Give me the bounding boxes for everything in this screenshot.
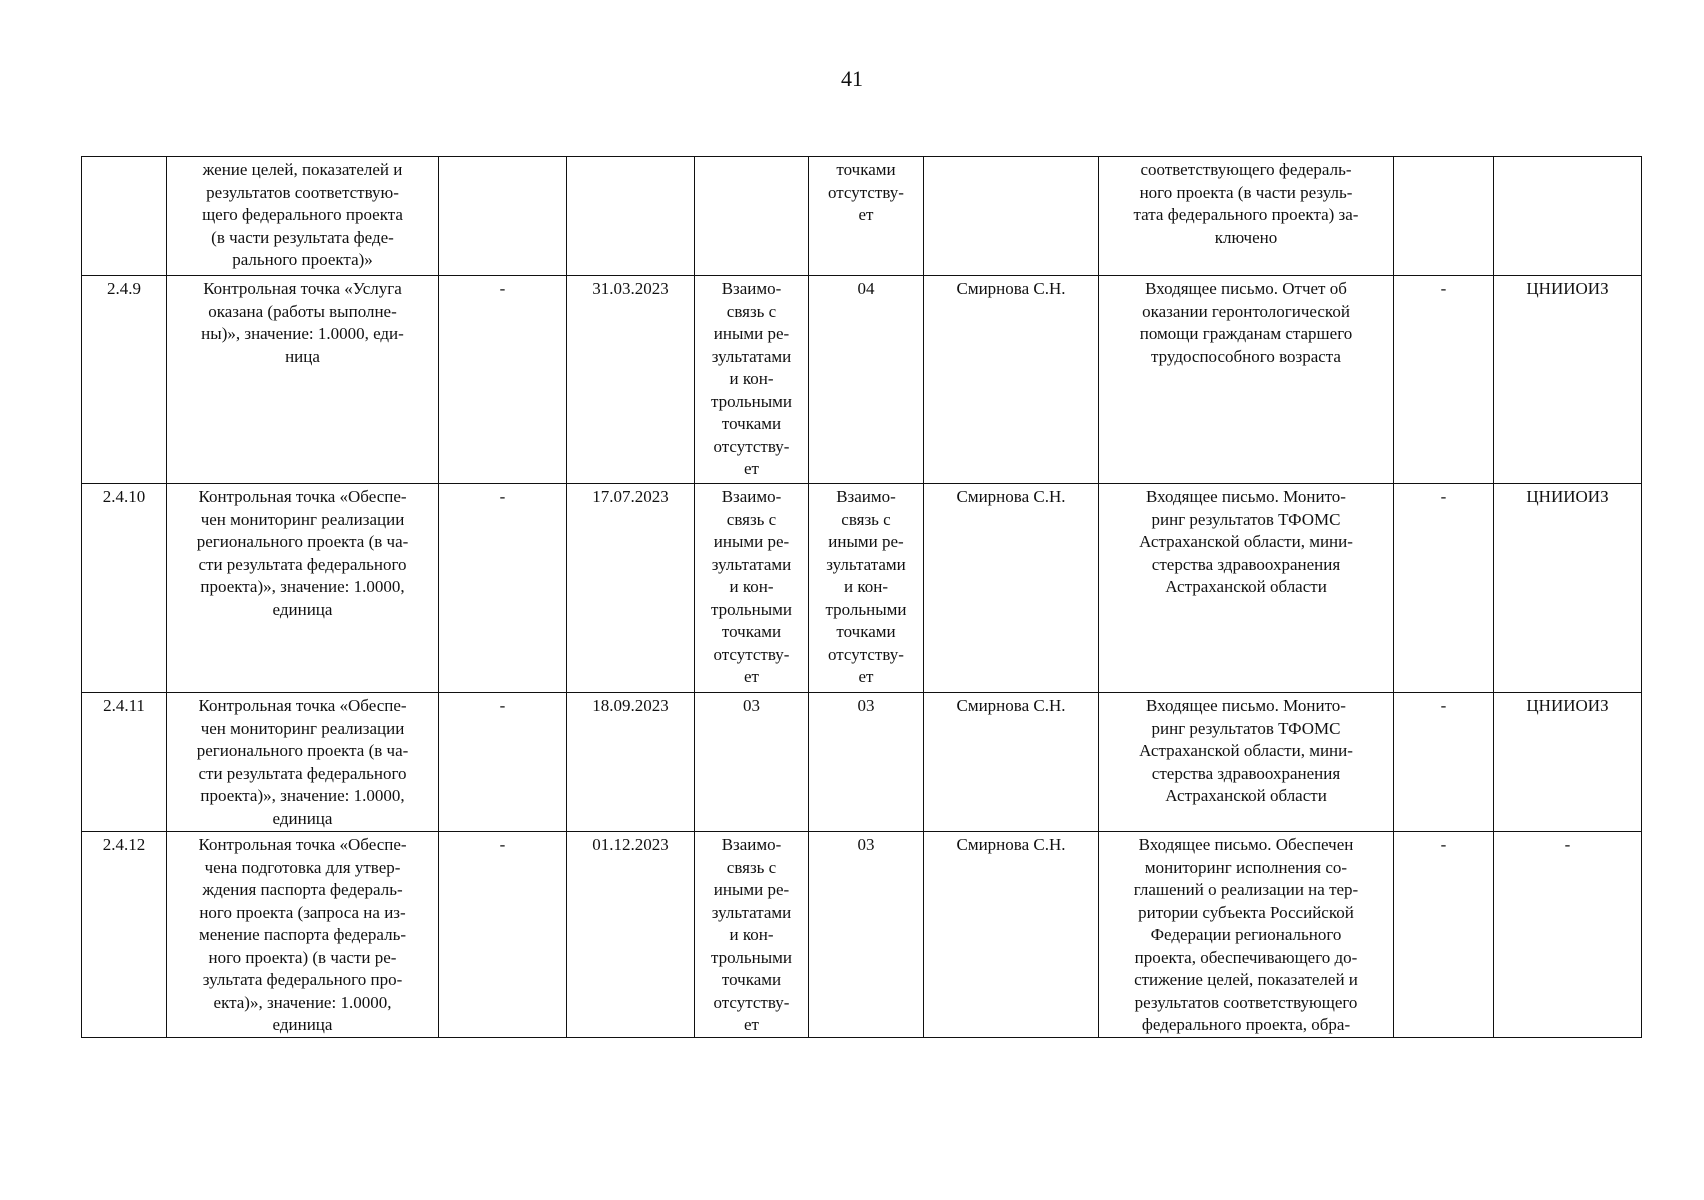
cell-text-line: проекта)», значение: 1.0000, xyxy=(200,786,405,805)
relation-previous-cell xyxy=(695,693,809,832)
deadline-date-cell: 31.03.2023 xyxy=(567,276,695,484)
organization-cell: ЦНИИОИЗ xyxy=(1494,276,1642,484)
predecessor-cell: - xyxy=(439,276,567,484)
item-number-cell: 2.4.11 xyxy=(82,693,167,832)
cell-text-line: мониторинг исполнения со- xyxy=(1144,857,1348,877)
cell-text-line: Астраханской области xyxy=(1165,786,1327,805)
cell-text-line: стерства здравоохранения xyxy=(1151,763,1341,783)
cell-text-line: чен мониторинг реализации xyxy=(200,718,405,738)
info-system-cell: - xyxy=(1394,832,1494,1038)
deadline-date-cell xyxy=(567,157,695,276)
cell-text-line: оказана (работы выполне- xyxy=(208,301,397,321)
cell-text-line: иными ре- xyxy=(828,532,904,551)
cell-text-line: стерства здравоохранения xyxy=(1151,554,1341,574)
cell-text-line: менение паспорта федераль- xyxy=(198,925,407,944)
cell-text-line: (в части результата феде- xyxy=(211,227,394,247)
cell-text-line: регионального проекта (в ча- xyxy=(196,532,409,551)
cell-text-line: ны)», значение: 1.0000, еди- xyxy=(201,324,404,343)
relation-previous-cell xyxy=(695,832,809,1038)
page-number: 41 xyxy=(841,66,863,91)
cell-text-line: регионального проекта (в ча- xyxy=(196,741,409,760)
cell-text-line: глашений о реализации на тер- xyxy=(1133,880,1359,899)
relation-next-cell xyxy=(809,276,924,484)
table-row xyxy=(82,832,1642,1038)
deadline-date-cell: 01.12.2023 xyxy=(567,832,695,1038)
cell-text-line: Астраханской области, мини- xyxy=(1139,741,1353,760)
cell-text-line: Контрольная точка «Обеспе- xyxy=(198,696,407,715)
relation-next-cell xyxy=(809,157,924,276)
cell-text-line: проекта, обеспечивающего до- xyxy=(1134,947,1358,967)
item-number-cell: 2.4.9 xyxy=(82,276,167,484)
cell-text-line: точками xyxy=(836,160,896,179)
predecessor-cell xyxy=(439,157,567,276)
cell-text-line: помощи гражданам старшего xyxy=(1139,324,1353,343)
cell-text-line: ного проекта (запроса на из- xyxy=(199,902,406,922)
cell-text-line: Контрольная точка «Обеспе- xyxy=(198,487,407,506)
cell-text-line: зультатами xyxy=(711,902,792,922)
table-row xyxy=(82,484,1642,693)
cell-text-line: ключено xyxy=(1214,227,1278,247)
cell-text-line: екта)», значение: 1.0000, xyxy=(213,992,392,1012)
predecessor-cell: - xyxy=(439,484,567,693)
document-result-cell xyxy=(1099,832,1394,1038)
cell-text-line: сти результата федерального xyxy=(198,554,407,574)
cell-text-line: и кон- xyxy=(729,369,774,388)
cell-text-line: ждения паспорта федераль- xyxy=(202,880,403,899)
control-points-table xyxy=(81,156,1642,1038)
cell-text-line: трольными xyxy=(710,391,793,411)
cell-text-line: иными ре- xyxy=(713,880,790,899)
organization-cell: ЦНИИОИЗ xyxy=(1494,484,1642,693)
cell-text-line: зультатами xyxy=(711,554,792,574)
cell-text-line: трольными xyxy=(825,599,907,619)
cell-text-line: ного проекта (в части резуль- xyxy=(1139,182,1353,202)
cell-text-line: трольными xyxy=(710,947,793,967)
deadline-date-cell: 17.07.2023 xyxy=(567,484,695,693)
cell-text-line: связь с xyxy=(726,509,777,529)
cell-text-line: 03 xyxy=(857,696,875,715)
cell-text-line: ница xyxy=(285,346,320,366)
item-number-cell xyxy=(82,157,167,276)
cell-text-line: Взаимо- xyxy=(721,487,782,506)
cell-text-line: ритории субъекта Российской xyxy=(1138,902,1354,922)
cell-text-line: точками xyxy=(836,622,896,641)
cell-text-line: Входящее письмо. Обеспечен xyxy=(1138,835,1354,854)
cell-text-line: Входящее письмо. Монито- xyxy=(1146,696,1346,715)
document-result-cell xyxy=(1099,693,1394,832)
responsible-person-cell: Смирнова С.Н. xyxy=(924,484,1099,693)
cell-text-line: проекта)», значение: 1.0000, xyxy=(200,577,405,596)
organization-cell: ЦНИИОИЗ xyxy=(1494,693,1642,832)
cell-text-line: Взаимо- xyxy=(721,835,782,854)
table-row xyxy=(82,693,1642,832)
cell-text-line: результатов соответствующего xyxy=(1134,992,1358,1012)
cell-text-line: тата федерального проекта) за- xyxy=(1133,205,1359,224)
cell-text-line: единица xyxy=(272,1015,333,1034)
cell-text-line: связь с xyxy=(726,301,777,321)
cell-text-line: ет xyxy=(744,667,759,686)
cell-text-line: жение целей, показателей и xyxy=(202,160,403,179)
cell-text-line: и кон- xyxy=(729,925,774,944)
cell-text-line: Входящее письмо. Отчет об xyxy=(1145,279,1347,298)
info-system-cell xyxy=(1394,157,1494,276)
cell-text-line: единица xyxy=(272,599,333,619)
cell-text-line: федерального проекта, обра- xyxy=(1141,1015,1351,1034)
cell-text-line: ного проекта) (в части ре- xyxy=(208,947,397,967)
predecessor-cell: - xyxy=(439,832,567,1038)
info-system-cell: - xyxy=(1394,276,1494,484)
cell-text-line: связь с xyxy=(726,857,777,877)
cell-text-line: ринг результатов ТФОМС xyxy=(1151,509,1341,529)
responsible-person-cell: Смирнова С.Н. xyxy=(924,276,1099,484)
cell-text-line: Астраханской области, мини- xyxy=(1139,532,1353,551)
relation-previous-cell xyxy=(695,276,809,484)
item-number-cell: 2.4.10 xyxy=(82,484,167,693)
cell-text-line: сти результата федерального xyxy=(198,763,407,783)
document-result-cell xyxy=(1099,157,1394,276)
cell-text-line: 04 xyxy=(857,279,875,298)
responsible-person-cell: Смирнова С.Н. xyxy=(924,693,1099,832)
cell-text-line: Федерации регионального xyxy=(1150,925,1342,944)
cell-text-line: Астраханской области xyxy=(1165,577,1327,596)
document-result-cell xyxy=(1099,484,1394,693)
cell-text-line: отсутству- xyxy=(713,992,790,1012)
cell-text-line: ет xyxy=(858,205,874,224)
cell-text-line: Входящее письмо. Монито- xyxy=(1146,487,1346,506)
responsible-person-cell: Смирнова С.Н. xyxy=(924,832,1099,1038)
cell-text-line: иными ре- xyxy=(713,532,790,551)
cell-text-line: зультатами xyxy=(826,554,906,574)
responsible-person-cell xyxy=(924,157,1099,276)
cell-text-line: отсутству- xyxy=(828,644,904,664)
cell-text-line: точками xyxy=(721,414,782,433)
cell-text-line: связь с xyxy=(841,509,891,529)
cell-text-line: чена подготовка для утвер- xyxy=(204,857,401,877)
cell-text-line: Взаимо- xyxy=(836,487,896,506)
cell-text-line: 03 xyxy=(743,696,760,715)
info-system-cell: - xyxy=(1394,693,1494,832)
cell-text-line: трольными xyxy=(710,599,793,619)
cell-text-line: трудоспособного возраста xyxy=(1151,346,1341,366)
cell-text-line: стижение целей, показателей и xyxy=(1134,970,1358,989)
cell-text-line: точками xyxy=(721,970,782,989)
relation-next-cell xyxy=(809,832,924,1038)
item-number-cell: 2.4.12 xyxy=(82,832,167,1038)
cell-text-line: ет xyxy=(858,667,874,686)
cell-text-line: щего федерального проекта xyxy=(202,205,403,224)
document-result-cell xyxy=(1099,276,1394,484)
cell-text-line: иными ре- xyxy=(713,324,790,343)
control-point-description-cell xyxy=(167,832,439,1038)
cell-text-line: отсутству- xyxy=(713,436,790,456)
relation-next-cell xyxy=(809,693,924,832)
cell-text-line: 03 xyxy=(857,835,875,854)
relation-previous-cell xyxy=(695,157,809,276)
table-row xyxy=(82,157,1642,276)
predecessor-cell: - xyxy=(439,693,567,832)
organization-cell xyxy=(1494,157,1642,276)
cell-text-line: точками xyxy=(721,622,782,641)
control-point-description-cell xyxy=(167,484,439,693)
cell-text-line: оказании геронтологической xyxy=(1142,301,1350,321)
cell-text-line: Контрольная точка «Обеспе- xyxy=(198,835,407,854)
cell-text-line: Взаимо- xyxy=(721,279,782,298)
cell-text-line: и кон- xyxy=(843,577,888,596)
cell-text-line: единица xyxy=(272,808,333,828)
relation-next-cell xyxy=(809,484,924,693)
cell-text-line: отсутству- xyxy=(713,644,790,664)
control-point-description-cell xyxy=(167,693,439,832)
organization-cell: - xyxy=(1494,832,1642,1038)
control-point-description-cell xyxy=(167,276,439,484)
deadline-date-cell: 18.09.2023 xyxy=(567,693,695,832)
cell-text-line: зультата федерального про- xyxy=(202,970,403,989)
info-system-cell: - xyxy=(1394,484,1494,693)
cell-text-line: зультатами xyxy=(711,346,792,366)
cell-text-line: ринг результатов ТФОМС xyxy=(1151,718,1341,738)
cell-text-line: рального проекта)» xyxy=(232,250,373,269)
cell-text-line: ет xyxy=(744,1015,759,1034)
cell-text-line: и кон- xyxy=(729,577,774,596)
cell-text-line: результатов соответствую- xyxy=(206,182,399,202)
cell-text-line: соответствующего федераль- xyxy=(1140,160,1352,179)
control-point-description-cell xyxy=(167,157,439,276)
cell-text-line: чен мониторинг реализации xyxy=(200,509,405,529)
relation-previous-cell xyxy=(695,484,809,693)
cell-text-line: Контрольная точка «Услуга xyxy=(203,279,402,298)
table-row xyxy=(82,276,1642,484)
cell-text-line: ет xyxy=(744,459,759,478)
cell-text-line: отсутству- xyxy=(828,182,904,202)
